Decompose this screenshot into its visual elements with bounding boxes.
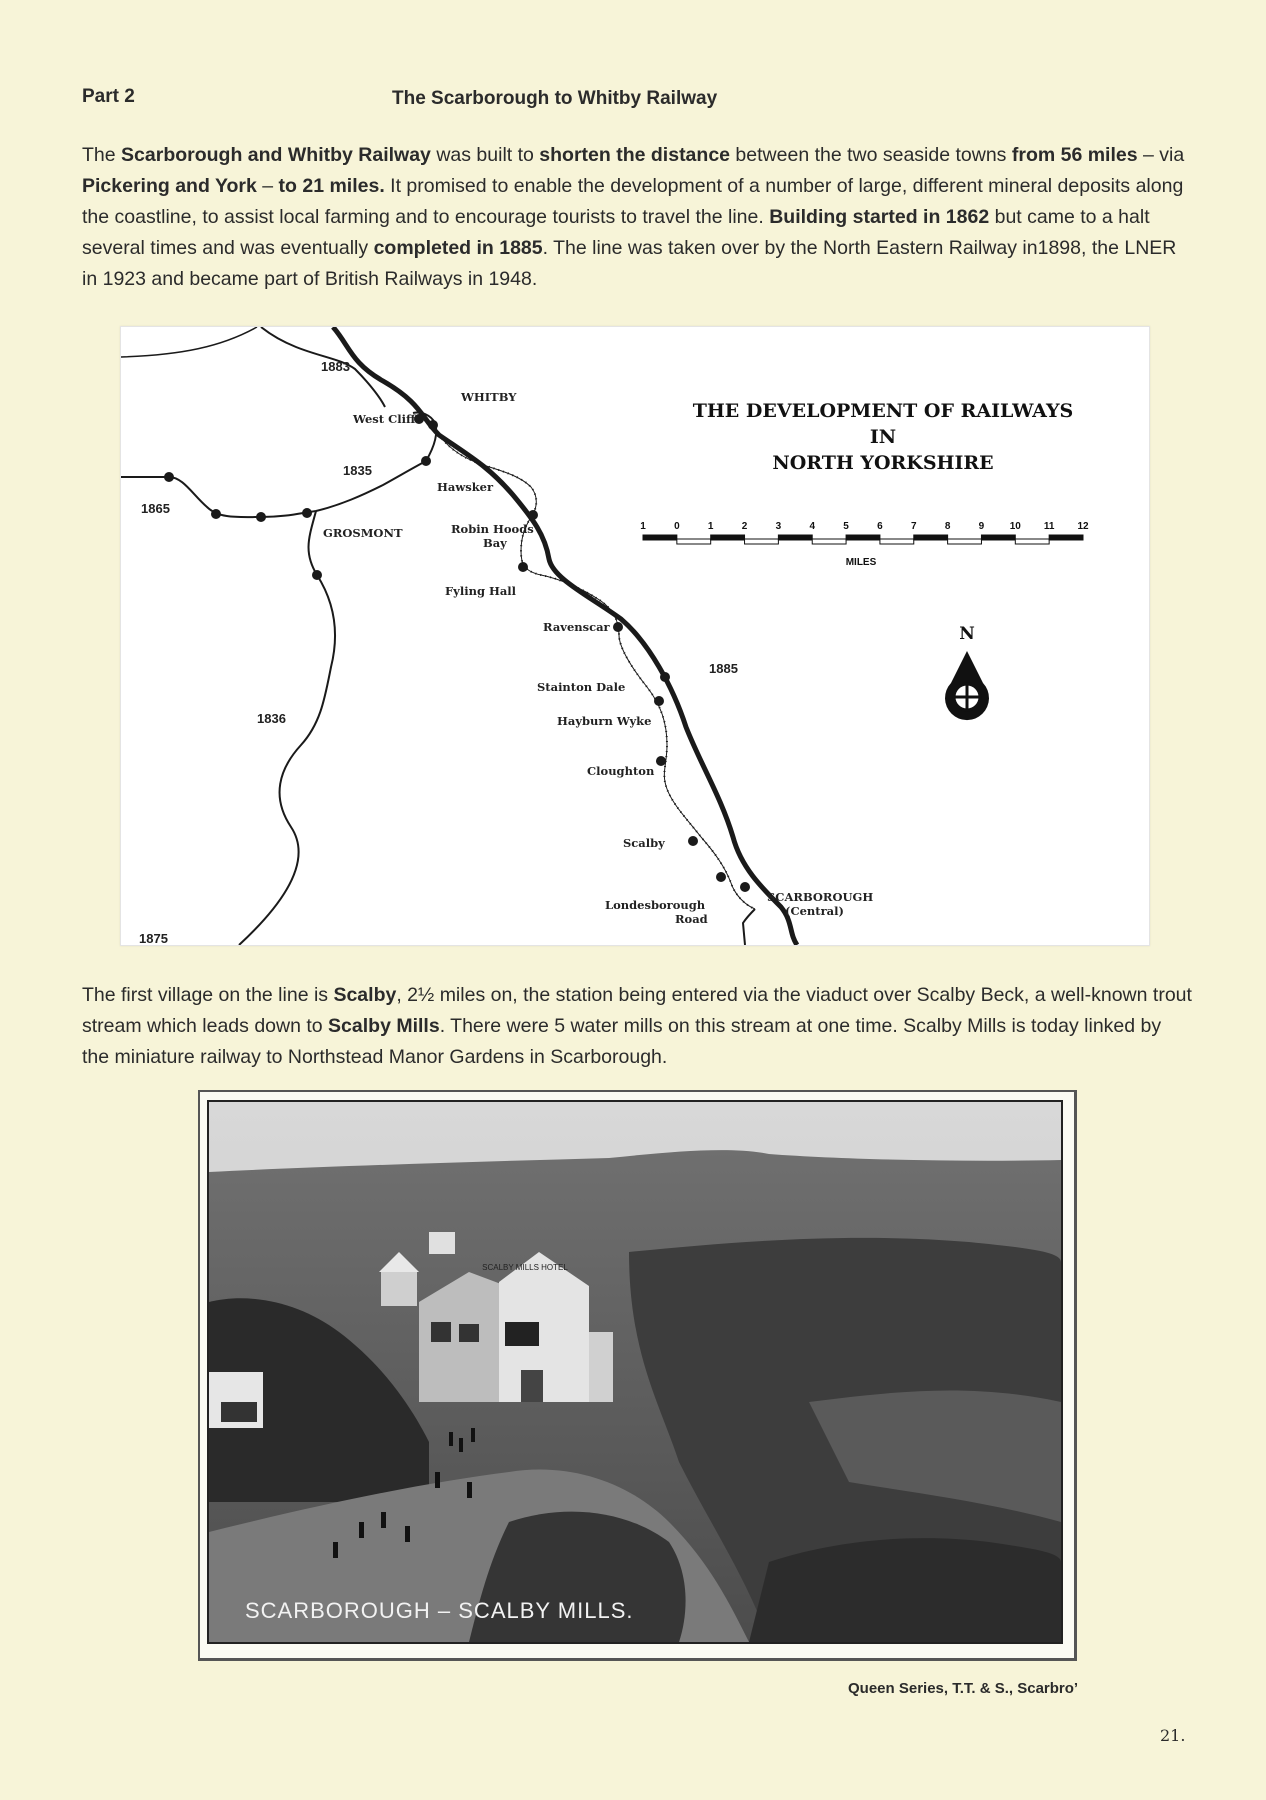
scale-segment (880, 539, 914, 544)
text-run: – via (1137, 144, 1185, 166)
station-fyling-hall: Fyling Hall (445, 584, 517, 598)
text-run: between the two seaside towns (730, 144, 1012, 166)
text-run: Scarborough and Whitby Railway (121, 144, 431, 166)
page-title: The Scarborough to Whitby Railway (392, 88, 718, 109)
railway-map-drawing (121, 327, 1149, 945)
year-1875: 1875 (139, 931, 168, 945)
text-run: Scalby (333, 984, 397, 1006)
photo-caption: SCARBOROUGH – SCALBY MILLS. (245, 1598, 634, 1623)
scale-tick-label: 11 (1043, 521, 1055, 532)
scale-segment (981, 535, 1015, 540)
scale-segment (846, 535, 880, 540)
scale-segment (711, 535, 745, 540)
railway-map (120, 326, 1150, 946)
scale-segment (745, 539, 779, 544)
station-londesborough-road: Road (675, 912, 708, 926)
scale-segment (778, 535, 812, 540)
postcard-photo (207, 1100, 1063, 1644)
scale-tick-label: 4 (809, 521, 816, 532)
station-scarborough-central: (Central) (785, 904, 844, 918)
scale-segment (643, 535, 677, 540)
postcard-scene (209, 1102, 1061, 1642)
scale-tick-label: 3 (775, 521, 782, 532)
text-run: The (82, 144, 122, 166)
text-run: completed in 1885 (373, 237, 543, 259)
map-title-line2: IN (869, 426, 897, 448)
text-run: Pickering and York (82, 175, 257, 197)
scale-segment (1049, 535, 1083, 540)
year-1835: 1835 (343, 463, 372, 478)
text-run: It promised to enable the development of a number of large, different mineral deposits along the coastline, to assist local farming and to encourage tourists to travel the line. (82, 175, 1184, 228)
year-1883: 1883 (321, 359, 350, 374)
scalby-paragraph (82, 980, 1192, 1073)
text-run: Building started in 1862 (769, 206, 990, 228)
scale-tick-label: 10 (1009, 521, 1021, 532)
north-label: N (959, 624, 975, 644)
part-label: Part 2 (82, 86, 135, 107)
scarborough-whitby-line (439, 435, 755, 909)
text-run: shorten the distance (539, 144, 731, 166)
intro-paragraph (82, 140, 1192, 295)
scale-segment (1015, 539, 1049, 544)
station-grosmont: GROSMONT (323, 526, 403, 540)
scale-unit: MILES (845, 557, 877, 568)
scale-tick-label: 6 (877, 521, 883, 532)
scale-bar (633, 507, 1093, 575)
scale-tick-label: 1 (640, 521, 646, 532)
text-run: . The line was taken over by the North Eastern Railway in1898, the LNER in 1923 and became part of British Railways in 1948. (82, 237, 1177, 290)
scale-tick-label: 2 (741, 521, 748, 532)
scale-tick-label: 8 (944, 521, 951, 532)
text-run: was built to (430, 144, 540, 166)
station-robin-hoods: Robin Hoods (451, 522, 534, 536)
page-number: 21. (1160, 1726, 1186, 1745)
text-run: Scalby Mills (328, 1015, 440, 1037)
station-robin-hoods-bay: Bay (483, 536, 507, 550)
text-run: , 2½ miles on, the station being entered via the viaduct over Scalby Beck, a well-known trout stream which leads down to (82, 984, 1192, 1037)
text-run: The first village on the line is (82, 984, 334, 1006)
year-1865: 1865 (141, 501, 170, 516)
station-hawsker: Hawsker (437, 480, 494, 494)
map-title-line1: THE DEVELOPMENT OF RAILWAYS (692, 400, 1074, 422)
text-run: to 21 miles. (278, 175, 385, 197)
scale-tick-label: 1 (707, 521, 714, 532)
north-arrow (945, 624, 989, 720)
scale-tick-label: 7 (910, 521, 917, 532)
year-1885: 1885 (709, 661, 738, 676)
station-ravenscar: Ravenscar (543, 620, 610, 634)
scale-tick-label: 9 (978, 521, 985, 532)
station-hayburn-wyke: Hayburn Wyke (557, 714, 652, 728)
map-title-line3: NORTH YORKSHIRE (772, 452, 994, 474)
scale-tick-label: 0 (674, 521, 680, 532)
station-londesborough: Londesborough (605, 898, 706, 912)
scale-segment (948, 539, 982, 544)
station-whitby: WHITBY (461, 390, 517, 404)
station-cloughton: Cloughton (587, 764, 655, 778)
text-run: – (256, 175, 279, 197)
text-run: but came to a halt several times and was eventually (82, 206, 1150, 259)
station-scarborough: SCARBOROUGH (767, 890, 874, 904)
station-scalby: Scalby (623, 836, 665, 850)
scale-tick-label: 12 (1077, 521, 1089, 532)
text-run: . There were 5 water mills on this stream at one time. Scalby Mills is today linked by the miniature railway to Northstead Manor Gardens in Scarborough. (82, 1015, 1162, 1068)
station-west-cliff: West Cliff (353, 412, 416, 426)
photo-credit: Queen Series, T.T. & S., Scarbro’ (848, 1680, 1079, 1697)
text-run: from 56 miles (1011, 144, 1138, 166)
scale-segment (812, 539, 846, 544)
hotel-sign: SCALBY MILLS HOTEL (482, 1263, 568, 1272)
year-1836: 1836 (257, 711, 286, 726)
station-stainton-dale: Stainton Dale (537, 680, 626, 694)
scale-segment (914, 535, 948, 540)
scale-segment (677, 539, 711, 544)
scale-tick-label: 5 (843, 521, 849, 532)
